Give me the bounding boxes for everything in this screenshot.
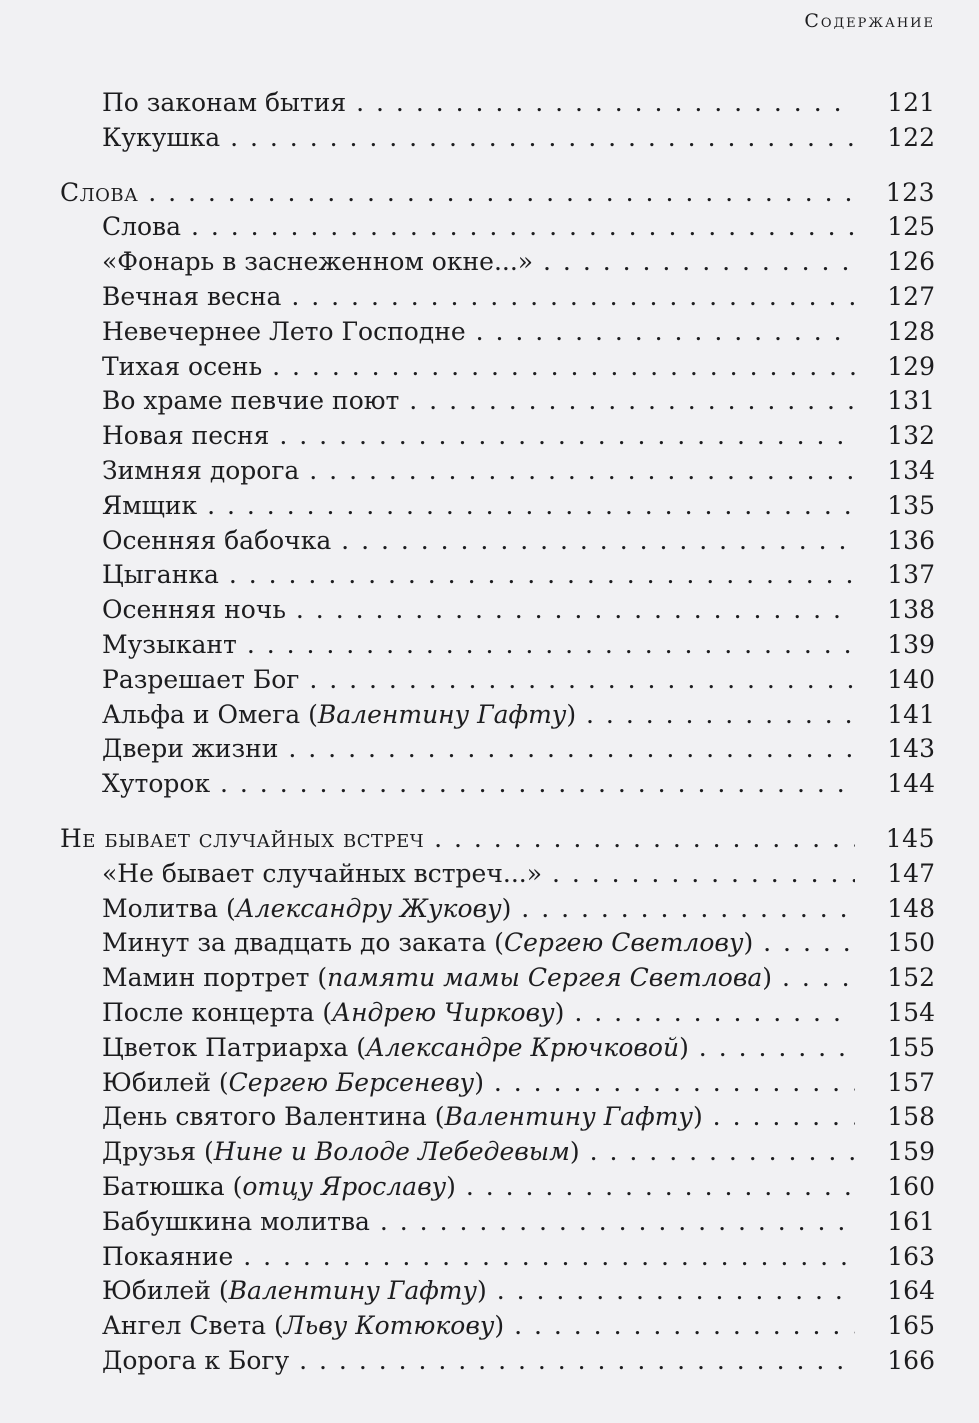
toc-title [102, 210, 855, 245]
toc-title-text: После концерта [102, 997, 315, 1027]
toc-title-text: Слова [102, 212, 182, 242]
toc-page-number: 121 [877, 86, 935, 121]
toc-title-text: Ямщик [102, 490, 198, 520]
toc-entry [102, 489, 935, 524]
toc-title-text: Двери жизни [102, 734, 279, 764]
toc-entry [102, 1309, 935, 1344]
toc-page-number: 141 [877, 698, 935, 733]
toc-title-text: Не бывает случайных встреч [60, 823, 425, 853]
section-gap [0, 802, 979, 822]
toc-page-number: 135 [877, 489, 935, 524]
toc-dedication: Александре Крючковой [365, 1032, 680, 1062]
toc-title: Юбилей (Сергею Берсеневу) . . . [102, 1066, 855, 1101]
toc-title: День святого Валентина (Валентину Гафту) . . . [102, 1100, 855, 1135]
toc-title [102, 1205, 855, 1240]
toc-page-number: 134 [877, 454, 935, 489]
toc-title: После концерта (Андрею Чиркову) . . . [102, 996, 855, 1031]
toc-title: Молитва (Александру Жукову) . . . [102, 892, 855, 927]
toc-entry [102, 1100, 935, 1135]
toc-title [102, 280, 855, 315]
toc-title [102, 1240, 855, 1275]
toc-title [102, 121, 855, 156]
toc-dedication: Сергею Светлову [503, 928, 744, 958]
toc-title-text: Покаяние [102, 1241, 234, 1271]
toc-page-number: 128 [877, 315, 935, 350]
toc-title-text: Новая песня [102, 421, 270, 451]
toc-title-text: Слова [60, 177, 139, 207]
toc-page-number: 127 [877, 280, 935, 315]
toc-entry [102, 419, 935, 454]
toc-page-number: 148 [877, 892, 935, 927]
toc-title-text: Кукушка [102, 122, 221, 152]
toc-entry [102, 558, 935, 593]
toc-entry [102, 628, 935, 663]
toc-title [102, 86, 855, 121]
toc-dedication: Сергею Берсеневу [228, 1067, 475, 1097]
toc-page-number: 144 [877, 767, 935, 802]
toc-title-text: Друзья [102, 1137, 197, 1167]
toc-title-text: Во храме певчие поют [102, 386, 400, 416]
toc-page-number: 163 [877, 1240, 935, 1275]
toc-entry [102, 1170, 935, 1205]
toc-page-number: 137 [877, 558, 935, 593]
toc-title-text: Вечная весна [102, 281, 282, 311]
toc-entry [102, 926, 935, 961]
toc-title-text: «Фонарь в заснеженном окне...» [102, 247, 534, 277]
toc-title: Батюшка (отцу Ярославу) . . . [102, 1170, 855, 1205]
toc-page-number: 132 [877, 419, 935, 454]
toc-title [102, 1344, 855, 1379]
section-gap [0, 156, 979, 176]
toc-entry [102, 121, 935, 156]
toc-title [102, 857, 855, 892]
toc-title-text: Дорога к Богу [102, 1345, 290, 1375]
toc-entry [102, 1031, 935, 1066]
toc-title-text: По законам бытия [102, 88, 347, 117]
toc-page-number: 122 [877, 121, 935, 156]
toc-title: Юбилей (Валентину Гафту) . . . [102, 1274, 855, 1309]
toc-title [102, 663, 855, 698]
toc-page-number: 126 [877, 245, 935, 280]
toc-entry [102, 698, 935, 733]
toc-title-text: Разрешает Бог [102, 664, 300, 694]
toc-title [102, 315, 855, 350]
toc-dedication: Александру Жукову [235, 893, 502, 923]
toc-page-number: 147 [877, 857, 935, 892]
toc-page-number: 125 [877, 210, 935, 245]
toc-title-text: Бабушкина молитва [102, 1206, 370, 1236]
toc-page-number: 129 [877, 350, 935, 385]
toc-page-number: 159 [877, 1135, 935, 1170]
toc-title-text: Цветок Патриарха [102, 1032, 349, 1062]
toc-title-text: Зимняя дорога [102, 455, 300, 485]
toc-entry [102, 732, 935, 767]
toc-title-text: «Не бывает случайных встреч...» [102, 858, 543, 888]
toc-entry [102, 245, 935, 280]
toc-page-number: 150 [877, 926, 935, 961]
toc-title: Ангел Света (Льву Котюкову) . . . [102, 1309, 855, 1344]
toc-page-number: 139 [877, 628, 935, 663]
toc-page-number: 157 [877, 1066, 935, 1101]
toc-page-number: 160 [877, 1170, 935, 1205]
toc-dedication: Валентину Гафту [317, 699, 567, 729]
toc-entry [102, 961, 935, 996]
toc-dedication: Валентину Гафту [444, 1102, 693, 1132]
toc-page-number: 140 [877, 663, 935, 698]
toc-entry [102, 1205, 935, 1240]
toc-title [102, 419, 855, 454]
toc-entry [102, 996, 935, 1031]
running-head: Содержание [804, 10, 935, 32]
toc-dedication: Андрею Чиркову [332, 997, 555, 1027]
toc-title [102, 350, 855, 385]
toc-entry [102, 767, 935, 802]
toc-title-text: Альфа и Омега [102, 699, 301, 729]
toc-title [102, 454, 855, 489]
toc-entry [102, 663, 935, 698]
toc-page-number: 138 [877, 593, 935, 628]
toc-page-number: 155 [877, 1031, 935, 1066]
toc-title [102, 524, 855, 559]
toc-entry [102, 86, 935, 121]
toc-page-number: 123 [876, 176, 935, 211]
toc-title-text: Цыганка [102, 560, 219, 590]
toc-title [102, 245, 855, 280]
toc-entry [102, 384, 935, 419]
toc-dedication: памяти мамы Сергея Светлова [327, 963, 763, 993]
toc-entry [102, 1344, 935, 1379]
toc-title-text: Мамин портрет [102, 963, 310, 993]
toc-title: Друзья (Нине и Володе Лебедевым) . . . [102, 1135, 855, 1170]
toc-entry [102, 210, 935, 245]
toc-entry [102, 280, 935, 315]
toc-title-text: Невечернее Лето Господне [102, 316, 466, 346]
toc-title [102, 732, 855, 767]
toc-title [102, 628, 855, 663]
toc-page-number: 145 [876, 822, 935, 857]
toc-entry [102, 524, 935, 559]
toc-title-text: Осенняя бабочка [102, 525, 332, 555]
toc-title-text: Музыкант [102, 629, 237, 659]
toc-entry [102, 350, 935, 385]
toc-title-text: Юбилей [102, 1067, 211, 1097]
toc-page-number: 164 [877, 1274, 935, 1309]
toc-page-number: 154 [877, 996, 935, 1031]
toc-title-text: Ангел Света [102, 1311, 267, 1341]
toc-entry [102, 1066, 935, 1101]
toc-title: Цветок Патриарха (Александре Крючковой) . . . [102, 1031, 855, 1066]
toc-entry [102, 857, 935, 892]
toc-dedication: Валентину Гафту [228, 1276, 478, 1306]
toc-title-text: Тихая осень [102, 351, 263, 381]
toc-page-number: 152 [877, 961, 935, 996]
toc-entry [102, 1135, 935, 1170]
toc-title [102, 593, 855, 628]
toc-title [102, 558, 855, 593]
toc-entry [102, 1274, 935, 1309]
toc-title-text: Хуторок [102, 769, 211, 799]
toc-page-number: 158 [877, 1100, 935, 1135]
toc-title-text: Юбилей [102, 1276, 211, 1306]
toc-title-text: Молитва [102, 893, 219, 923]
toc-section-heading [60, 822, 935, 857]
toc-page-number: 166 [877, 1344, 935, 1379]
toc-page-number: 136 [877, 524, 935, 559]
toc-page-number: 165 [877, 1309, 935, 1344]
toc-title [102, 489, 855, 524]
toc-title-text: Батюшка [102, 1171, 225, 1201]
toc-entry [102, 593, 935, 628]
toc-entry [102, 315, 935, 350]
toc-title-text: День святого Валентина [102, 1102, 427, 1132]
toc-dedication: отцу Ярославу [242, 1171, 447, 1201]
toc-title [60, 176, 855, 211]
toc-entry [102, 454, 935, 489]
toc-entry [102, 1240, 935, 1275]
toc-section-heading [60, 176, 935, 211]
toc-title: Минут за двадцать до заката (Сергею Светлову) . . . [102, 926, 855, 961]
toc-dedication: Нине и Володе Лебедевым [213, 1137, 570, 1167]
toc-title [102, 767, 855, 802]
toc-page-number: 143 [877, 732, 935, 767]
toc-dedication: Льву Котюкову [283, 1311, 495, 1341]
toc-title: Альфа и Омега (Валентину Гафту) . . . [102, 698, 855, 733]
toc-page-number: 161 [877, 1205, 935, 1240]
toc-title: Мамин портрет (памяти мамы Сергея Светлова) . . . [102, 961, 855, 996]
table-of-contents [0, 86, 979, 1379]
toc-title [60, 822, 855, 857]
toc-title-text: Минут за двадцать до заката [102, 928, 487, 958]
toc-title [102, 384, 855, 419]
toc-entry [102, 892, 935, 927]
toc-title-text: Осенняя ночь [102, 595, 286, 625]
toc-page-number: 131 [877, 384, 935, 419]
